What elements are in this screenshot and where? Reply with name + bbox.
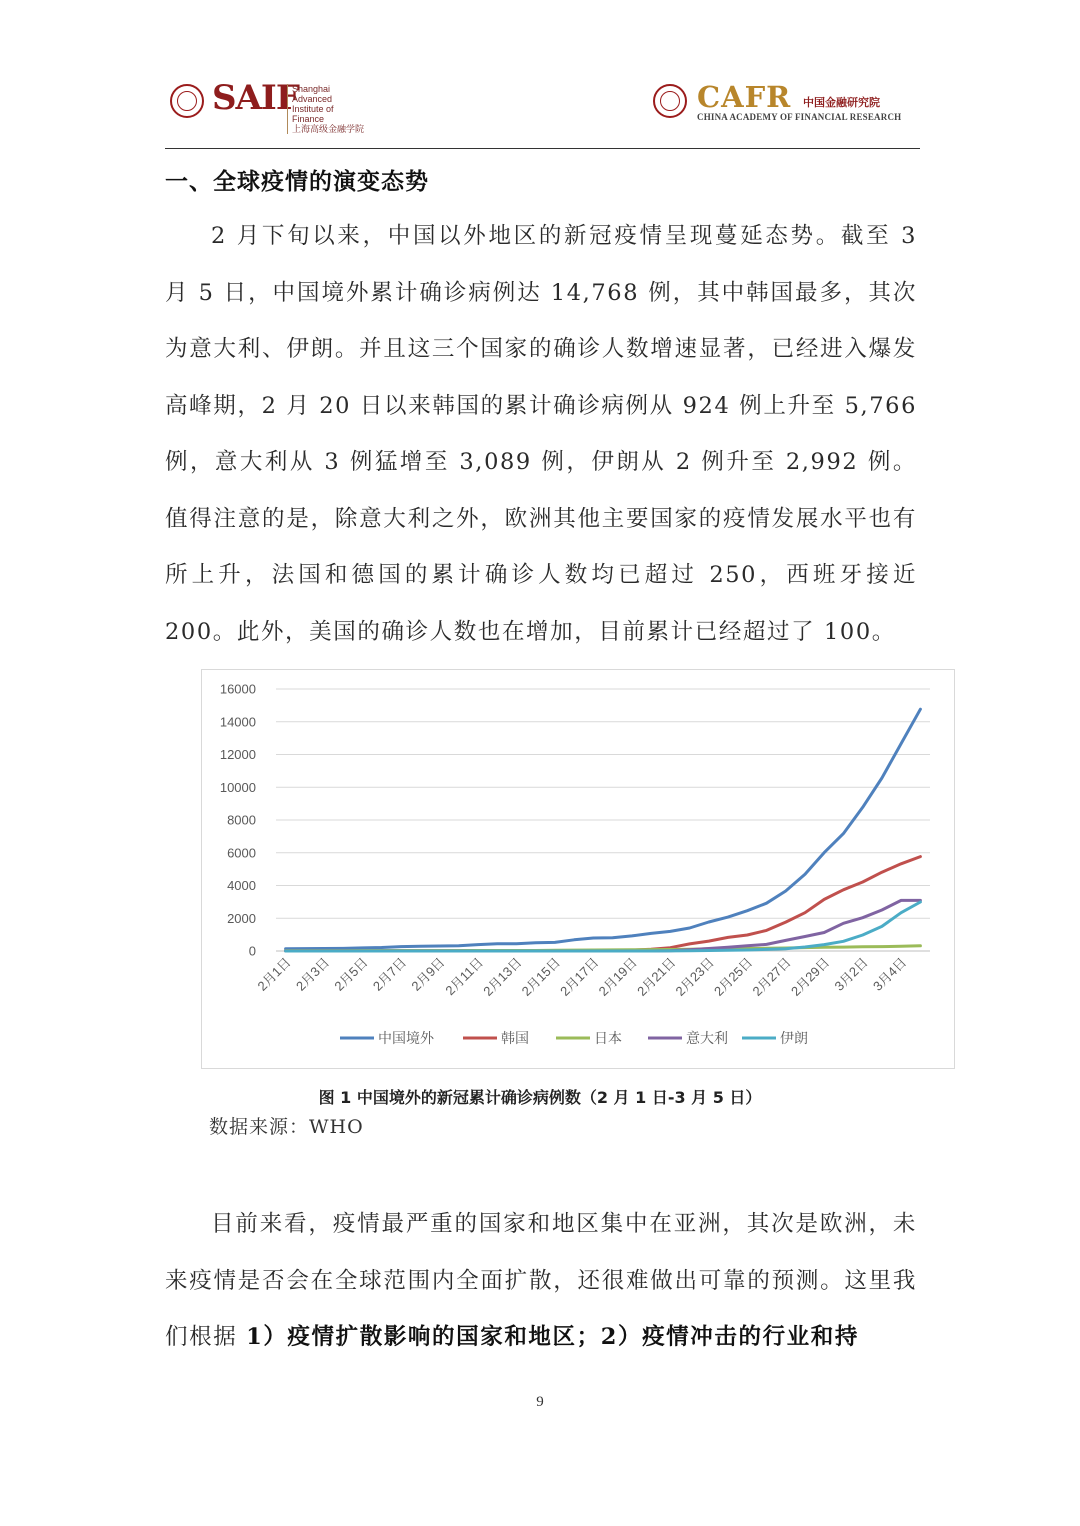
- section-heading: 一、全球疫情的演变态势: [165, 168, 429, 195]
- legend-label: 中国境外: [378, 1031, 434, 1047]
- data-source: 数据来源：WHO: [209, 1116, 364, 1138]
- y-tick-label: 16000: [219, 681, 256, 697]
- paragraph-2-text: 目前来看，疫情最严重的国家和地区集中在亚洲，其次是欧洲，未来疫情是否会在全球范围内全面扩散，还很难做出可靠的预测。这里我们根据: [165, 1211, 917, 1350]
- saif-subtitle-cn: 上海高级金融学院: [292, 124, 365, 134]
- saif-seal-icon: [170, 84, 204, 118]
- body-paragraph-1: 2 月下旬以来，中国以外地区的新冠疫情呈现蔓延态势。截至 3 月 5 日，中国境外累计确诊病例达 14,768 例，其中韩国最多，其次为意大利、伊朗。并且这三个国家的确诊人数增速显著，已经进入爆发高峰期，2 月 20 日以来韩国的累计确诊病例从 924 例上升至 5,766 例，意大利从 3 例猛增至 3,089 例，伊朗从 2 例升至 2,992 例。值得注意的是，除意大利之外，欧洲其他主要国家的疫情发展水平也有所上升，法国和德国的累计确诊人数均已超过 250，西班牙接近 200。此外，美国的确诊人数也在增加，目前累计已经超过了 100。: [165, 223, 917, 645]
- page-number: 9: [536, 1394, 544, 1410]
- cafr-seal-icon: [653, 84, 687, 118]
- x-tick-label: 3月4日: [870, 954, 910, 994]
- y-tick-label: 6000: [227, 845, 256, 861]
- x-tick-label: 2月9日: [408, 954, 448, 994]
- y-tick-label: 0: [248, 943, 256, 959]
- y-tick-label: 10000: [219, 779, 256, 795]
- x-tick-label: 2月15日: [518, 954, 564, 999]
- x-tick-label: 2月25日: [711, 954, 756, 999]
- chart-canvas: [202, 670, 956, 1070]
- y-tick-label: 12000: [219, 747, 256, 762]
- legend-label: 伊朗: [780, 1031, 808, 1047]
- header-divider: [165, 148, 920, 149]
- y-tick-label: 2000: [227, 910, 256, 926]
- series-line-中国境外: [286, 709, 921, 949]
- body-paragraph-2: [165, 1196, 917, 1366]
- y-tick-label: 4000: [227, 878, 256, 893]
- page-header: [165, 78, 920, 148]
- x-tick-label: 2月27日: [749, 954, 794, 999]
- legend-label: 韩国: [501, 1031, 529, 1047]
- cafr-name-en: CHINA ACADEMY OF FINANCIAL RESEARCH: [697, 112, 902, 122]
- figure-caption: 图 1 中国境外的新冠累计确诊病例数（2 月 1 日-3 月 5 日）: [318, 1088, 762, 1107]
- x-tick-label: 2月29日: [787, 954, 833, 999]
- x-tick-label: 2月19日: [595, 954, 640, 999]
- x-tick-label: 3月2日: [831, 954, 871, 994]
- y-tick-label: 14000: [219, 714, 256, 730]
- x-tick-label: 2月1日: [254, 954, 294, 994]
- x-tick-label: 2月23日: [672, 954, 717, 999]
- y-tick-label: 8000: [227, 812, 256, 828]
- x-tick-label: 2月7日: [369, 954, 410, 994]
- saif-subtitle-en: Shanghai Advanced Institute of Finance: [292, 84, 334, 124]
- legend-label: 意大利: [686, 1031, 728, 1047]
- cafr-logo: CAFR: [697, 80, 792, 114]
- paragraph-2-bold-text: 1）疫情扩散影响的国家和地区；2）疫情冲击的行业和持: [246, 1324, 859, 1350]
- series-line-伊朗: [286, 902, 921, 951]
- x-tick-label: 2月11日: [442, 954, 487, 999]
- cafr-name-cn: 中国金融研究院: [803, 96, 880, 109]
- saif-logo: SAIF: [212, 78, 299, 118]
- x-tick-label: 2月17日: [557, 954, 602, 999]
- legend-label: 日本: [594, 1031, 622, 1047]
- x-tick-label: 2月21日: [634, 954, 679, 999]
- cases-line-chart: [201, 669, 955, 1069]
- saif-subtitle: [287, 84, 364, 134]
- x-tick-label: 2月5日: [331, 954, 371, 994]
- x-tick-label: 2月3日: [292, 954, 333, 994]
- x-tick-label: 2月13日: [480, 954, 525, 999]
